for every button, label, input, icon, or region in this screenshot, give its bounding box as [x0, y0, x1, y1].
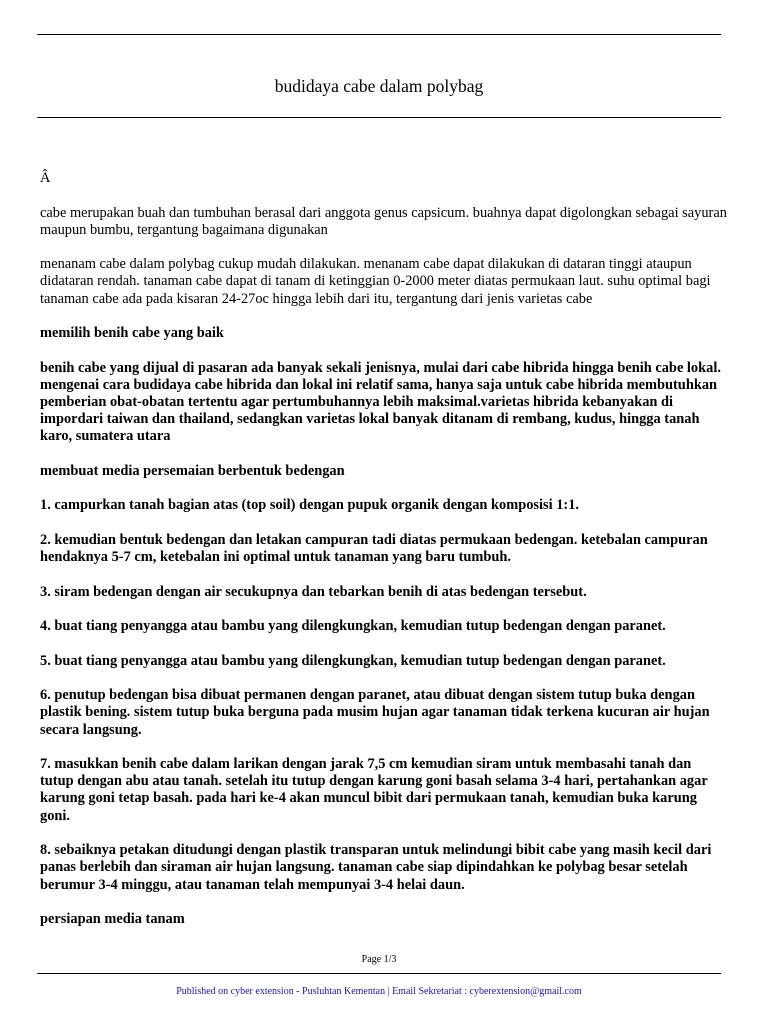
document-title: budidaya cabe dalam polybag — [274, 76, 484, 96]
paragraph: menanam cabe dalam polybag cukup mudah dilakukan. menanam cabe dapat dilakukan di dataran tinggi ataupun didataran rendah. tanaman cabe dapat di tanam di ketinggian 0-2000 meter diatas permukaan laut. suhu optimal bagi tanaman cabe ada pada kisaran 24-27oc hingga lebih dari itu, tergantung dari jenis varietas cabe — [40, 256, 711, 307]
paragraph: 6. penutup bedengan bisa dibuat permanen dengan paranet, atau dibuat dengan sistem tutup buka dengan plastik bening. sistem tutup buka berguna pada musim hujan agar tanaman tidak terkena kucuran air hujan secara langsung. — [40, 687, 710, 738]
footer-divider — [37, 973, 721, 974]
page-number: Page 1/3 — [361, 954, 397, 965]
paragraph: Â — [40, 170, 51, 186]
paragraph: 8. sebaiknya petakan ditudungi dengan plastik transparan untuk melindungi bibit cabe yang masih kecil dari panas berlebih dan siraman air hujan langsung. tanaman cabe siap dipindahkan ke polybag besar setelah berumur 3-4 minggu, atau tanaman telah mempunyai 3-4 helai daun. — [40, 842, 712, 893]
paragraph: 7. masukkan benih cabe dalam larikan dengan jarak 7,5 cm kemudian siram untuk membasahi tanah dan tutup dengan abu atau tanah. setelah itu tutup dengan karung goni basah selama 3-4 hari, pertahankan agar karung goni tetap basah. pada hari ke-4 akan muncul bibit dari permukaan tanah, kemudian buka karung goni. — [40, 756, 708, 824]
paragraph: 3. siram bedengan dengan air secukupnya dan tebarkan benih di atas bedengan tersebut. — [40, 583, 587, 600]
paragraph: cabe merupakan buah dan tumbuhan berasal dari anggota genus capsicum. buahnya dapat digolongkan sebagai sayuran maupun bumbu, tergantung bagaimana digunakan — [40, 204, 727, 238]
paragraph: 2. kemudian bentuk bedengan dan letakan campuran tadi diatas permukaan bedengan. ketebalan campuran hendaknya 5-7 cm, ketebalan ini optimal untuk tanaman yang baru tumbuh. — [40, 531, 708, 566]
top-divider — [37, 34, 721, 35]
title-divider — [37, 117, 721, 118]
section-heading: memilih benih cabe yang baik — [40, 325, 224, 342]
section-heading: membuat media persemaian berbentuk bedengan — [40, 462, 345, 479]
document-body — [40, 170, 728, 946]
paragraph: 4. buat tiang penyangga atau bambu yang dilengkungkan, kemudian tutup bedengan dengan paranet. — [40, 618, 666, 635]
section-heading: persiapan media tanam — [40, 911, 185, 928]
paragraph: 5. buat tiang penyangga atau bambu yang dilengkungkan, kemudian tutup bedengan dengan paranet. — [40, 652, 666, 669]
paragraph: 1. campurkan tanah bagian atas (top soil) dengan pupuk organik dengan komposisi 1:1. — [40, 497, 579, 514]
footer-text[interactable]: Published on cyber extension - Pusluhtan Kementan | Email Sekretariat : cyberextension@gmail.com — [176, 986, 582, 997]
paragraph: benih cabe yang dijual di pasaran ada banyak sekali jenisnya, mulai dari cabe hibrida hingga benih cabe lokal. mengenai cara budidaya cabe hibrida dan lokal ini relatif sama, hanya saja untuk cabe hibrida membutuhkan pemberian obat-obatan tertentu agar pertumbuhannya lebih maksimal.varietas hibrida kebanyakan di impordari taiwan dan thailand, sedangkan varietas lokal banyak ditanam di rembang, kudus, hingga tanah karo, sumatera utara — [40, 359, 721, 445]
